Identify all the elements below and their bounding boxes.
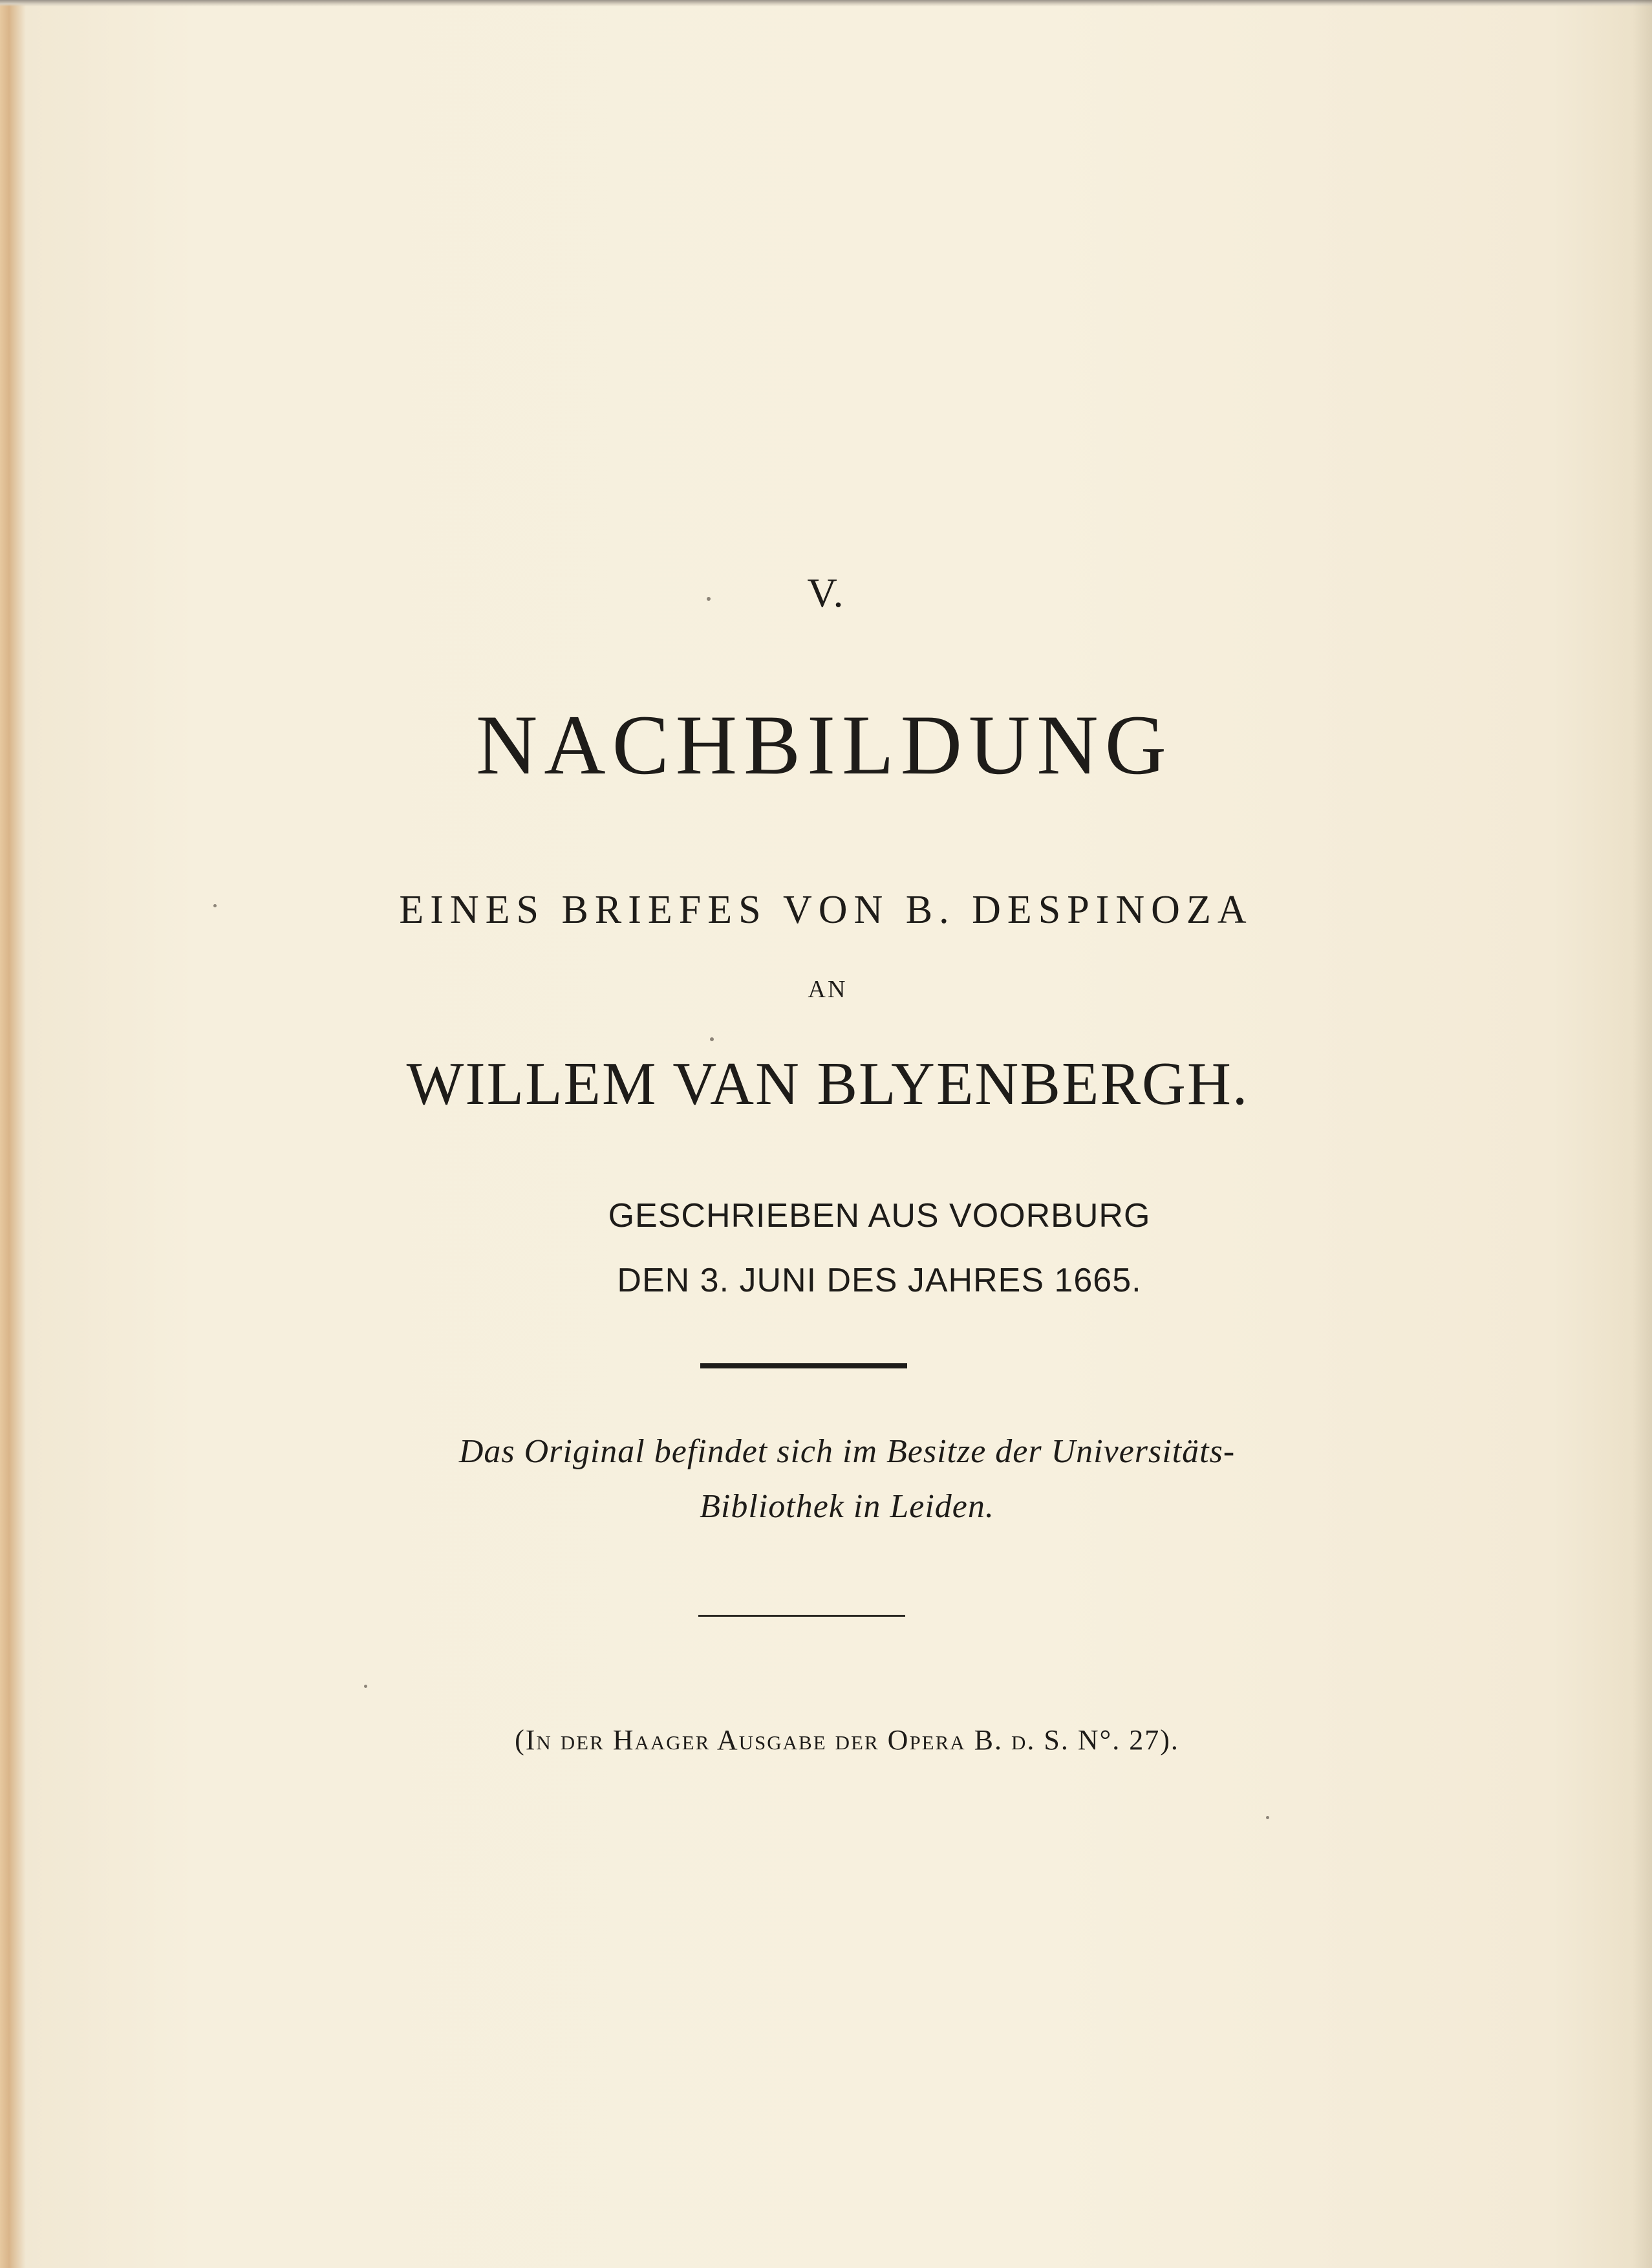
date-line: DEN 3. JUNI DES JAHRES 1665. [617, 1262, 1142, 1299]
paper-speck [213, 904, 217, 907]
connector-word: AN [808, 976, 848, 1003]
page-top-edge [0, 0, 1652, 6]
paper-speck [707, 597, 711, 601]
citation: (In der Haager Ausgabe der Opera B. d. S. N°. 27). [515, 1724, 1179, 1756]
section-numeral: V. [807, 570, 845, 616]
note-line-1: Das Original befindet sich im Besitze der Universitäts- [458, 1433, 1236, 1470]
thick-divider [700, 1363, 907, 1368]
page-right-shade [1633, 0, 1652, 2268]
page-title: NACHBILDUNG [476, 697, 1173, 792]
written-from: GESCHRIEBEN AUS VOORBURG [608, 1197, 1151, 1235]
thin-divider [698, 1615, 905, 1617]
paper-speck [710, 1037, 714, 1041]
note-line-2: Bibliothek in Leiden. [700, 1488, 994, 1525]
recipient-name: WILLEM VAN BLYENBERGH. [406, 1050, 1249, 1118]
paper-speck [1266, 1816, 1269, 1819]
subtitle: EINES BRIEFES VON B. DESPINOZA [399, 888, 1253, 932]
paper-speck [364, 1685, 367, 1688]
